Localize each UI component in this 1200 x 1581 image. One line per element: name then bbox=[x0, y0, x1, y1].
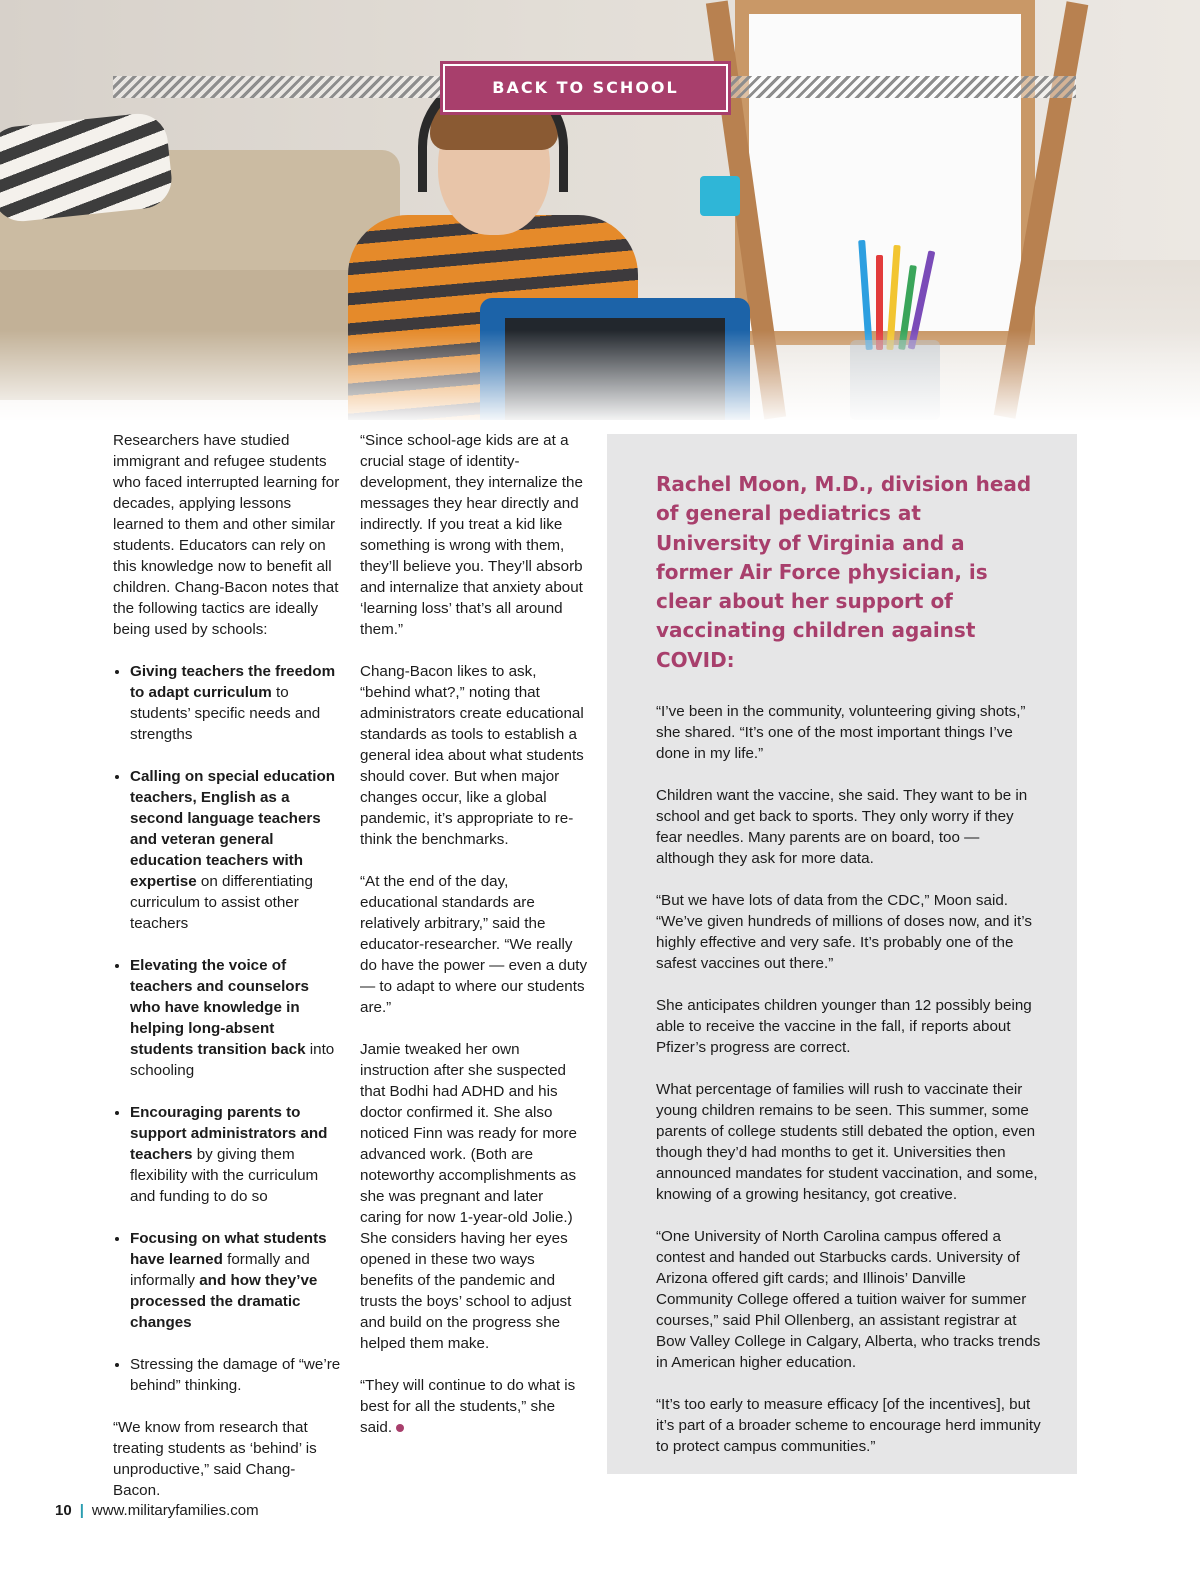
list-item-bold: Focusing on what students have learned bbox=[130, 1230, 327, 1268]
body-paragraph: Jamie tweaked her own instruction after she suspected that Bodhi had ADHD and his doctor confirmed it. She also noticed Finn was ready for more advanced work. (Both are noteworthy accomplishments as she was pregnant and later caring for now 1-year-old Jolie.) She considers having her eyes opened in these two ways benefits of the pandemic and trusts the boys’ school to adjust and build on the progress she helped them make. bbox=[360, 1041, 577, 1352]
quote-paragraph: “We know from research that treating students as ‘behind’ is unproductive,” said Chang-Bacon. bbox=[113, 1419, 317, 1499]
body-paragraph: Chang-Bacon likes to ask, “behind what?,” noting that administrators create educational standards as tools to establish a general idea about what students should cover. But when major changes occur, like a global pandemic, it’s appropriate to re-think the benchmarks. bbox=[360, 663, 584, 848]
end-mark-icon bbox=[396, 1424, 404, 1432]
section-label: BACK TO SCHOOL bbox=[492, 78, 679, 97]
hero-photo bbox=[0, 0, 1200, 420]
footer-url-link[interactable]: www.militaryfamilies.com bbox=[91, 1502, 259, 1519]
list-item-bold: Encouraging parents to support administrators and teachers bbox=[130, 1104, 328, 1163]
list-item-text: Stressing the damage of “we’re behind” thinking. bbox=[130, 1356, 341, 1394]
list-item-text: on differentiating curriculum to assist other teachers bbox=[130, 873, 313, 932]
closing-text: “They will continue to do what is best for all the students,” she said. bbox=[360, 1377, 576, 1436]
photo-easel-whiteboard bbox=[735, 0, 1035, 345]
list-item-bold: Calling on special education teachers, English as a second language teachers and veteran general education teachers with expertise bbox=[130, 768, 336, 890]
photo-fade bbox=[0, 330, 1200, 420]
list-item bbox=[130, 1102, 341, 1207]
photo-striped-pillow bbox=[0, 111, 174, 224]
tactics-list bbox=[113, 661, 341, 1396]
sidebar-box bbox=[607, 434, 1077, 1474]
banner-stripe-right bbox=[728, 76, 1076, 98]
page-footer bbox=[55, 1500, 259, 1522]
photo-easel-clip bbox=[700, 176, 740, 216]
footer-separator: | bbox=[79, 1502, 84, 1519]
list-item-text: formally and informally bbox=[130, 1251, 310, 1289]
body-paragraph: “At the end of the day, educational standards are relatively arbitrary,” said the educator-researcher. “We really do have the power — even a duty — to adapt to where our students are.” bbox=[360, 873, 588, 1016]
article-column-1 bbox=[113, 430, 341, 1522]
sidebar-paragraph: What percentage of families will rush to vaccinate their young children remains to be seen. This summer, some parents of college students still debated the option, even though they’d had months to get it. Universities then announced mandates for student vaccination, and some, knowing of a growing hesitancy, got creative. bbox=[656, 1081, 1038, 1204]
list-item bbox=[130, 766, 341, 934]
sidebar-paragraph: “But we have lots of data from the CDC,” Moon said. “We’ve given hundreds of millions of doses now, and it’s highly effective and very safe. It’s probably one of the safest vaccines out there.” bbox=[656, 892, 1032, 973]
section-banner bbox=[443, 64, 728, 112]
sidebar-paragraph: She anticipates children younger than 12 possibly being able to receive the vaccine in the fall, if reports about Pfizer’s progress are correct. bbox=[656, 997, 1032, 1057]
sidebar-paragraph: “One University of North Carolina campus offered a contest and handed out Starbucks cards. University of Arizona offered gift cards; and Illinois’ Danville Community College offered a tuition waiver for summer courses,” said Phil Ollenberg, an assistant registrar at Bow Valley College in Calgary, Alberta, who tracks trends in American higher education. bbox=[656, 1228, 1041, 1372]
intro-paragraph: Researchers have studied immigrant and refugee students who faced interrupted learning for decades, applying lessons learned to them and other similar students. Educators can rely on this knowledge now to benefit all children. Chang-Bacon notes that the following tactics are ideally being used by schools: bbox=[113, 432, 340, 638]
list-item bbox=[130, 955, 341, 1081]
list-item-bold: and how they’ve processed the dramatic changes bbox=[130, 1272, 318, 1331]
list-item-text: to students’ specific needs and strengths bbox=[130, 684, 321, 743]
sidebar-heading: Rachel Moon, M.D., division head of general pediatrics at University of Virginia and a former Air Force physician, is clear about her support of vaccinating children against COVID: bbox=[656, 472, 1032, 672]
sidebar-paragraph: Children want the vaccine, she said. They want to be in school and get back to sports. They only worry if they fear needles. Many parents are on board, too — although they ask for more data. bbox=[656, 787, 1028, 868]
list-item-bold: Elevating the voice of teachers and counselors who have knowledge in helping long-absent students transition back bbox=[130, 957, 309, 1058]
closing-paragraph bbox=[360, 1375, 588, 1438]
article-column-2 bbox=[360, 430, 588, 1459]
list-item bbox=[130, 661, 341, 745]
banner-stripe-left bbox=[113, 76, 443, 98]
list-item bbox=[130, 1228, 341, 1333]
page-number: 10 bbox=[55, 1502, 72, 1519]
sidebar-paragraph: “I’ve been in the community, volunteering giving shots,” she shared. “It’s one of the most important things I’ve done in my life.” bbox=[656, 703, 1026, 763]
body-paragraph: “Since school-age kids are at a crucial stage of identity-development, they internalize the messages they hear directly and indirectly. If you treat a kid like something is wrong with them, they’ll believe you. They’ll absorb and internalize that anxiety about ‘learning loss’ that’s all around them.” bbox=[360, 432, 583, 638]
list-item-text: into schooling bbox=[130, 1041, 335, 1079]
sidebar-paragraph: “It’s too early to measure efficacy [of the incentives], but it’s part of a broader scheme to encourage herd immunity to protect campus communities.” bbox=[656, 1396, 1041, 1456]
list-item-bold: Giving teachers the freedom to adapt curriculum bbox=[130, 663, 336, 701]
list-item-text: by giving them flexibility with the curriculum and funding to do so bbox=[130, 1146, 319, 1205]
sidebar-content bbox=[656, 470, 1041, 1478]
list-item bbox=[130, 1354, 341, 1396]
